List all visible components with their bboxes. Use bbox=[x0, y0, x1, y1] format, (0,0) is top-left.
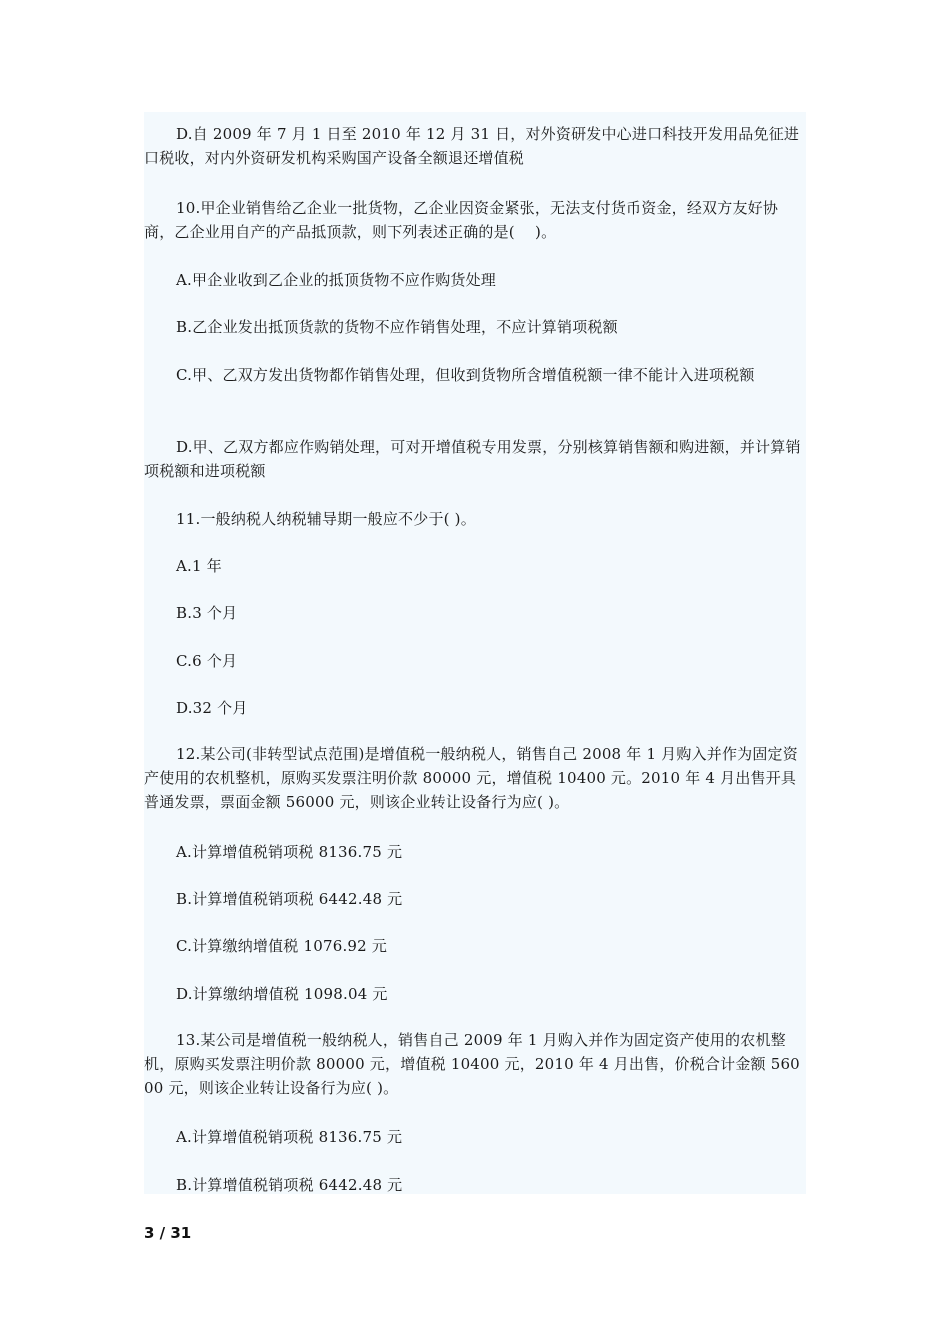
paragraph-q11-option-b: B.3 个月 bbox=[176, 604, 238, 622]
paragraph-q12-option-b: B.计算增值税销项税 6442.48 元 bbox=[176, 890, 403, 908]
page-number: 3 / 31 bbox=[144, 1224, 192, 1242]
paragraph-q13-option-b: B.计算增值税销项税 6442.48 元 bbox=[176, 1176, 403, 1194]
document-content bbox=[144, 112, 806, 1194]
paragraph-q11-option-a: A.1 年 bbox=[176, 557, 222, 575]
paragraph-q13-question: 13.某公司是增值税一般纳税人，销售自己 2009 年 1 月购入并作为固定资产使用的农机整机，原购买发票注明价款 80000 元，增值税 10400 元，2010 年 4 月出售，价税合计金额 56000 元，则该企业转让设备行为应( )。 bbox=[144, 1031, 800, 1097]
paragraph-q11-question: 11.一般纳税人纳税辅导期一般应不少于( )。 bbox=[176, 510, 476, 528]
paragraph-q10-option-a: A.甲企业收到乙企业的抵顶货物不应作购货处理 bbox=[176, 271, 497, 289]
paragraph-q11-option-d: D.32 个月 bbox=[176, 699, 248, 717]
paragraph-q13-option-a: A.计算增值税销项税 8136.75 元 bbox=[176, 1128, 403, 1146]
paragraph-q12-option-a: A.计算增值税销项税 8136.75 元 bbox=[176, 843, 403, 861]
paragraph-q12-question: 12.某公司(非转型试点范围)是增值税一般纳税人，销售自己 2008 年 1 月购入并作为固定资产使用的农机整机，原购买发票注明价款 80000 元，增值税 10400 元。2010 年 4 月出售开具普通发票，票面金额 56000 元，则该企业转让设备行为应( )。 bbox=[144, 745, 798, 811]
paragraph-q10-option-b: B.乙企业发出抵顶货款的货物不应作销售处理，不应计算销项税额 bbox=[176, 318, 618, 336]
paragraph-q11-option-c: C.6 个月 bbox=[176, 652, 238, 670]
paragraph-q10-question: 10.甲企业销售给乙企业一批货物，乙企业因资金紧张，无法支付货币资金，经双方友好协商，乙企业用自产的产品抵顶款，则下列表述正确的是( )。 bbox=[144, 199, 779, 241]
paragraph-q12-option-c: C.计算缴纳增值税 1076.92 元 bbox=[176, 937, 388, 955]
paragraph-q12-option-d: D.计算缴纳增值税 1098.04 元 bbox=[176, 985, 388, 1003]
paragraph-q10-option-d: D.甲、乙双方都应作购销处理，可对开增值税专用发票，分别核算销售额和购进额，并计算销项税额和进项税额 bbox=[144, 438, 801, 480]
paragraph-q9-option-d: D.自 2009 年 7 月 1 日至 2010 年 12 月 31 日，对外资研发中心进口科技开发用品免征进口税收，对内外资研发机构采购国产设备全额退还增值税 bbox=[144, 125, 800, 167]
paragraph-q10-option-c: C.甲、乙双方发出货物都作销售处理，但收到货物所含增值税额一律不能计入进项税额 bbox=[176, 366, 755, 384]
